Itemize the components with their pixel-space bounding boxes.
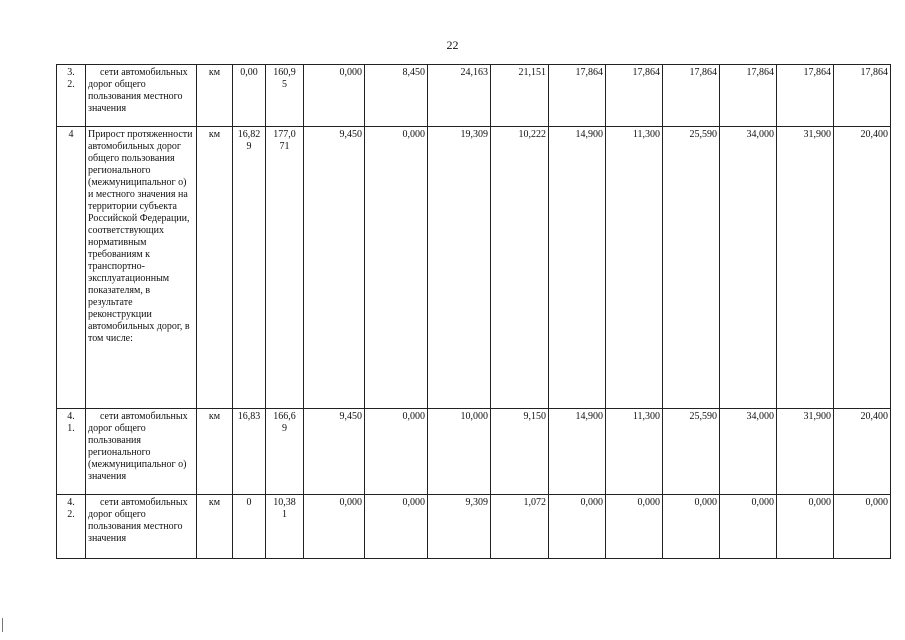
base-value-cell: 0 — [233, 495, 266, 559]
year-value-cell: 19,309 — [428, 127, 491, 409]
table-row — [57, 495, 891, 559]
year-value-cell: 10,000 — [428, 409, 491, 495]
indicator-name: сети автомобильных дорог общего пользования местного значения — [86, 495, 197, 559]
year-value-cell: 17,864 — [663, 65, 720, 127]
total-value-cell: 160,9 5 — [266, 65, 304, 127]
year-value-cell: 17,864 — [777, 65, 834, 127]
table-row — [57, 127, 891, 409]
year-value-cell: 0,000 — [365, 495, 428, 559]
year-value-cell: 0,000 — [304, 495, 365, 559]
unit-cell: км — [197, 495, 233, 559]
year-value-cell: 14,900 — [549, 409, 606, 495]
year-value-cell: 11,300 — [606, 409, 663, 495]
indicator-name: сети автомобильных дорог общего пользования регионального (межмуниципальног о) значения — [86, 409, 197, 495]
row-number: 4. 1. — [57, 409, 86, 495]
total-value-cell: 166,6 9 — [266, 409, 304, 495]
year-value-cell: 17,864 — [834, 65, 891, 127]
unit-cell: км — [197, 127, 233, 409]
year-value-cell: 17,864 — [606, 65, 663, 127]
year-value-cell: 0,000 — [365, 409, 428, 495]
year-value-cell: 17,864 — [720, 65, 777, 127]
page-number: 22 — [446, 38, 459, 52]
year-value-cell: 25,590 — [663, 127, 720, 409]
total-value-cell: 10,38 1 — [266, 495, 304, 559]
indicator-name: сети автомобильных дорог общего пользования местного значения — [86, 65, 197, 127]
year-value-cell: 9,450 — [304, 127, 365, 409]
unit-cell: км — [197, 409, 233, 495]
year-value-cell: 0,000 — [663, 495, 720, 559]
year-value-cell: 0,000 — [304, 65, 365, 127]
year-value-cell: 0,000 — [777, 495, 834, 559]
base-value-cell: 16,83 — [233, 409, 266, 495]
total-value-cell: 177,0 71 — [266, 127, 304, 409]
year-value-cell: 31,900 — [777, 409, 834, 495]
row-number: 4 — [57, 127, 86, 409]
year-value-cell: 10,222 — [491, 127, 549, 409]
year-value-cell: 17,864 — [549, 65, 606, 127]
year-value-cell: 0,000 — [606, 495, 663, 559]
year-value-cell: 20,400 — [834, 409, 891, 495]
unit-cell: км — [197, 65, 233, 127]
row-number: 3. 2. — [57, 65, 86, 127]
year-value-cell: 21,151 — [491, 65, 549, 127]
indicators-table — [56, 64, 891, 559]
year-value-cell: 0,000 — [365, 127, 428, 409]
base-value-cell: 0,00 — [233, 65, 266, 127]
indicator-name: Прирост протяженности автомобильных дорог общего пользования регионального (межмуниципальног о) и местного значения на территории субъекта Российской Федерации, соответствующих нормативным требованиям к транспортно-эксплуатационным показателям, в результате реконструкции автомобильных дорог, в том числе: — [86, 127, 197, 409]
year-value-cell: 34,000 — [720, 409, 777, 495]
year-value-cell: 9,450 — [304, 409, 365, 495]
table-row — [57, 409, 891, 495]
year-value-cell: 0,000 — [720, 495, 777, 559]
table-row — [57, 65, 891, 127]
year-value-cell: 20,400 — [834, 127, 891, 409]
year-value-cell: 9,150 — [491, 409, 549, 495]
year-value-cell: 34,000 — [720, 127, 777, 409]
base-value-cell: 16,82 9 — [233, 127, 266, 409]
year-value-cell: 1,072 — [491, 495, 549, 559]
scan-edge-mark — [2, 618, 3, 632]
year-value-cell: 0,000 — [834, 495, 891, 559]
year-value-cell: 11,300 — [606, 127, 663, 409]
year-value-cell: 24,163 — [428, 65, 491, 127]
year-value-cell: 14,900 — [549, 127, 606, 409]
year-value-cell: 8,450 — [365, 65, 428, 127]
year-value-cell: 31,900 — [777, 127, 834, 409]
row-number: 4. 2. — [57, 495, 86, 559]
year-value-cell: 25,590 — [663, 409, 720, 495]
year-value-cell: 0,000 — [549, 495, 606, 559]
year-value-cell: 9,309 — [428, 495, 491, 559]
